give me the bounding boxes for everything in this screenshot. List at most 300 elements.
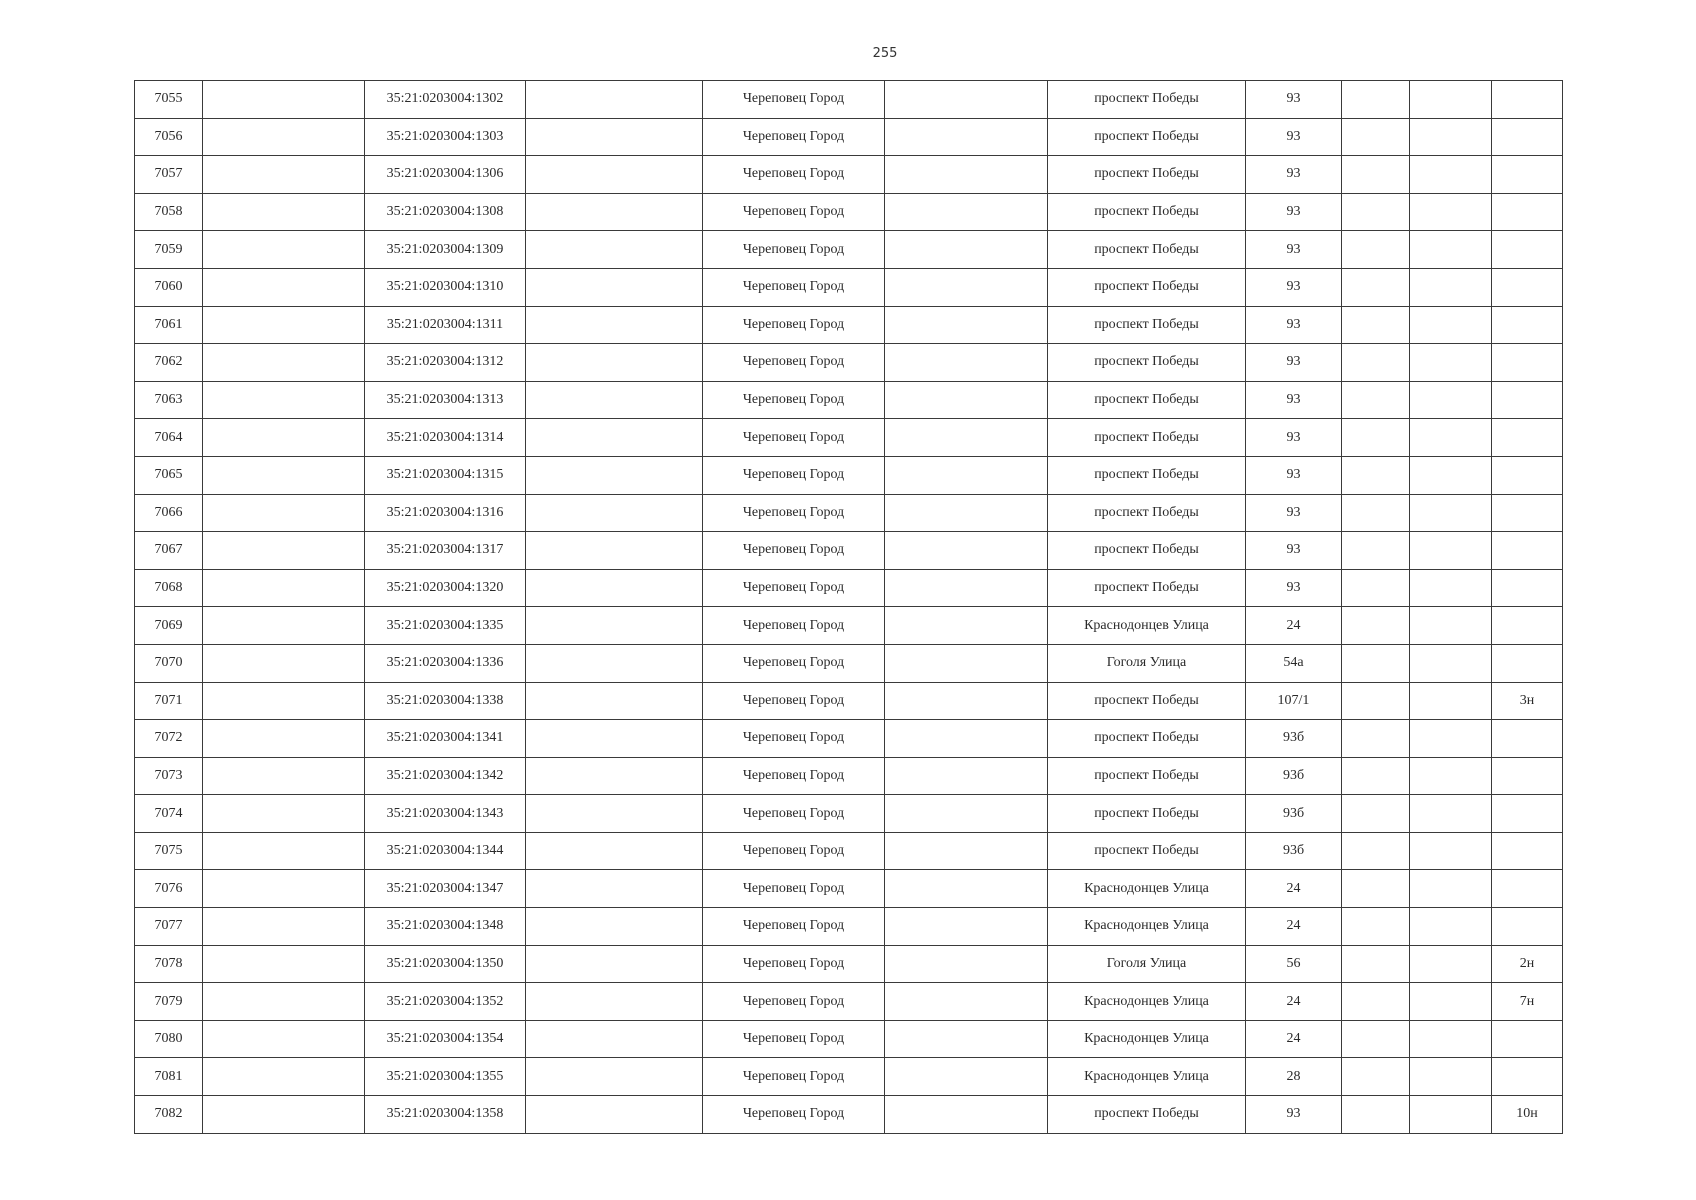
empty-cell [885,494,1048,532]
empty-cell [526,569,703,607]
empty-cell [203,945,365,983]
empty-cell [885,1096,1048,1134]
empty-cell [885,832,1048,870]
registry-table [134,80,1563,1134]
empty-cell [1410,231,1492,269]
house-number-cell: 24 [1246,870,1342,908]
empty-cell [885,1020,1048,1058]
table-row [135,532,1563,570]
street-cell: проспект Победы [1048,381,1246,419]
house-number-cell: 93 [1246,419,1342,457]
empty-cell [203,720,365,758]
empty-cell [526,945,703,983]
city-cell: Череповец Город [703,156,885,194]
empty-cell [1410,607,1492,645]
house-number-cell: 24 [1246,607,1342,645]
empty-cell [885,870,1048,908]
table-row [135,118,1563,156]
empty-cell [885,644,1048,682]
empty-cell [885,231,1048,269]
cadastral-number-cell: 35:21:0203004:1309 [365,231,526,269]
table-row [135,908,1563,946]
table-row [135,1096,1563,1134]
empty-cell [1342,118,1410,156]
empty-cell [1342,494,1410,532]
empty-cell [203,607,365,645]
empty-cell [203,870,365,908]
cadastral-number-cell: 35:21:0203004:1303 [365,118,526,156]
empty-cell [1342,983,1410,1021]
empty-cell [526,456,703,494]
city-cell: Череповец Город [703,532,885,570]
city-cell: Череповец Город [703,118,885,156]
empty-cell [885,532,1048,570]
empty-cell [1342,306,1410,344]
empty-cell [885,193,1048,231]
room-number-cell [1492,268,1563,306]
empty-cell [1342,456,1410,494]
empty-cell [885,156,1048,194]
empty-cell [526,81,703,119]
house-number-cell: 93 [1246,268,1342,306]
city-cell: Череповец Город [703,381,885,419]
city-cell: Череповец Город [703,607,885,645]
empty-cell [203,1096,365,1134]
row-number-cell: 7069 [135,607,203,645]
room-number-cell [1492,644,1563,682]
empty-cell [526,720,703,758]
room-number-cell [1492,456,1563,494]
table-row [135,720,1563,758]
room-number-cell [1492,118,1563,156]
empty-cell [203,456,365,494]
empty-cell [203,193,365,231]
empty-cell [885,456,1048,494]
empty-cell [1342,81,1410,119]
empty-cell [1342,795,1410,833]
empty-cell [1342,1020,1410,1058]
cadastral-number-cell: 35:21:0203004:1312 [365,344,526,382]
empty-cell [885,945,1048,983]
empty-cell [526,344,703,382]
table-row [135,1020,1563,1058]
empty-cell [203,419,365,457]
cadastral-number-cell: 35:21:0203004:1355 [365,1058,526,1096]
house-number-cell: 24 [1246,908,1342,946]
city-cell: Череповец Город [703,644,885,682]
empty-cell [526,231,703,269]
cadastral-number-cell: 35:21:0203004:1358 [365,1096,526,1134]
city-cell: Череповец Город [703,720,885,758]
empty-cell [526,381,703,419]
empty-cell [203,757,365,795]
cadastral-number-cell: 35:21:0203004:1335 [365,607,526,645]
room-number-cell [1492,1058,1563,1096]
empty-cell [1410,118,1492,156]
empty-cell [1342,1058,1410,1096]
city-cell: Череповец Город [703,193,885,231]
empty-cell [1410,795,1492,833]
empty-cell [885,268,1048,306]
city-cell: Череповец Город [703,908,885,946]
room-number-cell: 10н [1492,1096,1563,1134]
empty-cell [526,494,703,532]
street-cell: проспект Победы [1048,1096,1246,1134]
cadastral-number-cell: 35:21:0203004:1311 [365,306,526,344]
table-row [135,156,1563,194]
empty-cell [1410,268,1492,306]
table-row [135,193,1563,231]
street-cell: проспект Победы [1048,456,1246,494]
street-cell: Гоголя Улица [1048,644,1246,682]
empty-cell [203,644,365,682]
empty-cell [526,983,703,1021]
empty-cell [203,532,365,570]
street-cell: Гоголя Улица [1048,945,1246,983]
street-cell: проспект Победы [1048,268,1246,306]
table-row [135,381,1563,419]
house-number-cell: 56 [1246,945,1342,983]
row-number-cell: 7065 [135,456,203,494]
table-row [135,795,1563,833]
empty-cell [1410,1058,1492,1096]
cadastral-number-cell: 35:21:0203004:1310 [365,268,526,306]
empty-cell [885,757,1048,795]
table-row [135,456,1563,494]
row-number-cell: 7079 [135,983,203,1021]
city-cell: Череповец Город [703,945,885,983]
room-number-cell [1492,494,1563,532]
empty-cell [203,494,365,532]
room-number-cell [1492,757,1563,795]
empty-cell [526,870,703,908]
row-number-cell: 7067 [135,532,203,570]
street-cell: проспект Победы [1048,419,1246,457]
empty-cell [1410,344,1492,382]
empty-cell [885,908,1048,946]
table-row [135,983,1563,1021]
empty-cell [1410,945,1492,983]
city-cell: Череповец Город [703,494,885,532]
row-number-cell: 7055 [135,81,203,119]
empty-cell [526,193,703,231]
city-cell: Череповец Город [703,306,885,344]
table-row [135,419,1563,457]
row-number-cell: 7074 [135,795,203,833]
room-number-cell [1492,419,1563,457]
empty-cell [1342,757,1410,795]
house-number-cell: 54а [1246,644,1342,682]
row-number-cell: 7076 [135,870,203,908]
room-number-cell [1492,156,1563,194]
empty-cell [885,983,1048,1021]
cadastral-number-cell: 35:21:0203004:1342 [365,757,526,795]
empty-cell [1342,607,1410,645]
row-number-cell: 7057 [135,156,203,194]
empty-cell [1410,1020,1492,1058]
house-number-cell: 93 [1246,381,1342,419]
row-number-cell: 7058 [135,193,203,231]
empty-cell [526,532,703,570]
street-cell: проспект Победы [1048,81,1246,119]
city-cell: Череповец Город [703,983,885,1021]
street-cell: Краснодонцев Улица [1048,908,1246,946]
house-number-cell: 93 [1246,193,1342,231]
house-number-cell: 93 [1246,1096,1342,1134]
cadastral-number-cell: 35:21:0203004:1344 [365,832,526,870]
cadastral-number-cell: 35:21:0203004:1347 [365,870,526,908]
table-row [135,344,1563,382]
empty-cell [526,682,703,720]
cadastral-number-cell: 35:21:0203004:1308 [365,193,526,231]
empty-cell [526,908,703,946]
empty-cell [1410,381,1492,419]
house-number-cell: 93 [1246,532,1342,570]
empty-cell [203,231,365,269]
empty-cell [1342,908,1410,946]
empty-cell [1410,532,1492,570]
empty-cell [1410,1096,1492,1134]
empty-cell [885,1058,1048,1096]
table-row [135,870,1563,908]
empty-cell [526,118,703,156]
row-number-cell: 7068 [135,569,203,607]
city-cell: Череповец Город [703,81,885,119]
room-number-cell [1492,344,1563,382]
cadastral-number-cell: 35:21:0203004:1314 [365,419,526,457]
street-cell: проспект Победы [1048,118,1246,156]
cadastral-number-cell: 35:21:0203004:1313 [365,381,526,419]
table-row [135,757,1563,795]
room-number-cell: 3н [1492,682,1563,720]
row-number-cell: 7072 [135,720,203,758]
empty-cell [1410,156,1492,194]
room-number-cell: 2н [1492,945,1563,983]
empty-cell [1342,569,1410,607]
row-number-cell: 7063 [135,381,203,419]
row-number-cell: 7070 [135,644,203,682]
empty-cell [1342,682,1410,720]
house-number-cell: 93 [1246,344,1342,382]
empty-cell [526,156,703,194]
table-row [135,268,1563,306]
street-cell: проспект Победы [1048,720,1246,758]
street-cell: проспект Победы [1048,344,1246,382]
empty-cell [526,1020,703,1058]
house-number-cell: 93б [1246,720,1342,758]
row-number-cell: 7080 [135,1020,203,1058]
street-cell: проспект Победы [1048,494,1246,532]
row-number-cell: 7056 [135,118,203,156]
empty-cell [526,306,703,344]
empty-cell [1410,720,1492,758]
empty-cell [1342,419,1410,457]
street-cell: проспект Победы [1048,569,1246,607]
empty-cell [885,682,1048,720]
street-cell: Краснодонцев Улица [1048,983,1246,1021]
house-number-cell: 93 [1246,81,1342,119]
table-row [135,682,1563,720]
empty-cell [885,607,1048,645]
row-number-cell: 7075 [135,832,203,870]
empty-cell [885,569,1048,607]
house-number-cell: 93 [1246,306,1342,344]
empty-cell [885,306,1048,344]
street-cell: Краснодонцев Улица [1048,870,1246,908]
row-number-cell: 7066 [135,494,203,532]
row-number-cell: 7062 [135,344,203,382]
empty-cell [1342,268,1410,306]
house-number-cell: 93 [1246,118,1342,156]
cadastral-number-cell: 35:21:0203004:1317 [365,532,526,570]
house-number-cell: 93 [1246,156,1342,194]
room-number-cell [1492,607,1563,645]
empty-cell [885,795,1048,833]
street-cell: проспект Победы [1048,156,1246,194]
row-number-cell: 7060 [135,268,203,306]
empty-cell [1342,1096,1410,1134]
room-number-cell [1492,870,1563,908]
empty-cell [203,381,365,419]
empty-cell [1410,494,1492,532]
cadastral-number-cell: 35:21:0203004:1348 [365,908,526,946]
room-number-cell [1492,381,1563,419]
empty-cell [1410,870,1492,908]
street-cell: проспект Победы [1048,193,1246,231]
empty-cell [1410,193,1492,231]
house-number-cell: 93б [1246,832,1342,870]
city-cell: Череповец Город [703,231,885,269]
house-number-cell: 28 [1246,1058,1342,1096]
empty-cell [1410,419,1492,457]
empty-cell [526,419,703,457]
street-cell: проспект Победы [1048,306,1246,344]
city-cell: Череповец Город [703,757,885,795]
empty-cell [526,757,703,795]
empty-cell [203,118,365,156]
row-number-cell: 7059 [135,231,203,269]
empty-cell [1342,156,1410,194]
street-cell: проспект Победы [1048,757,1246,795]
empty-cell [203,682,365,720]
empty-cell [203,81,365,119]
table-row [135,569,1563,607]
empty-cell [1410,682,1492,720]
room-number-cell [1492,1020,1563,1058]
city-cell: Череповец Город [703,268,885,306]
empty-cell [1342,532,1410,570]
empty-cell [1410,644,1492,682]
empty-cell [1342,832,1410,870]
empty-cell [203,268,365,306]
empty-cell [1410,456,1492,494]
cadastral-number-cell: 35:21:0203004:1341 [365,720,526,758]
empty-cell [885,720,1048,758]
table-row [135,1058,1563,1096]
table-body [135,81,1563,1134]
empty-cell [1410,908,1492,946]
cadastral-number-cell: 35:21:0203004:1350 [365,945,526,983]
house-number-cell: 24 [1246,1020,1342,1058]
empty-cell [203,983,365,1021]
cadastral-number-cell: 35:21:0203004:1306 [365,156,526,194]
room-number-cell [1492,193,1563,231]
empty-cell [203,306,365,344]
empty-cell [885,344,1048,382]
empty-cell [203,156,365,194]
empty-cell [203,908,365,946]
room-number-cell [1492,795,1563,833]
empty-cell [203,569,365,607]
row-number-cell: 7064 [135,419,203,457]
city-cell: Череповец Город [703,419,885,457]
street-cell: Краснодонцев Улица [1048,1058,1246,1096]
empty-cell [1342,870,1410,908]
street-cell: проспект Победы [1048,682,1246,720]
cadastral-number-cell: 35:21:0203004:1338 [365,682,526,720]
room-number-cell [1492,832,1563,870]
empty-cell [203,795,365,833]
city-cell: Череповец Город [703,832,885,870]
table-row [135,494,1563,532]
row-number-cell: 7061 [135,306,203,344]
table-row [135,644,1563,682]
room-number-cell [1492,908,1563,946]
empty-cell [203,1020,365,1058]
cadastral-number-cell: 35:21:0203004:1343 [365,795,526,833]
house-number-cell: 93б [1246,757,1342,795]
room-number-cell [1492,720,1563,758]
room-number-cell [1492,306,1563,344]
empty-cell [526,268,703,306]
empty-cell [526,1096,703,1134]
empty-cell [1342,945,1410,983]
room-number-cell [1492,81,1563,119]
empty-cell [1342,644,1410,682]
empty-cell [1410,832,1492,870]
street-cell: проспект Победы [1048,795,1246,833]
empty-cell [203,1058,365,1096]
empty-cell [885,419,1048,457]
empty-cell [1410,306,1492,344]
house-number-cell: 107/1 [1246,682,1342,720]
street-cell: проспект Победы [1048,832,1246,870]
row-number-cell: 7071 [135,682,203,720]
house-number-cell: 93 [1246,456,1342,494]
empty-cell [885,381,1048,419]
page-number: 255 [872,46,898,61]
cadastral-number-cell: 35:21:0203004:1354 [365,1020,526,1058]
city-cell: Череповец Город [703,456,885,494]
house-number-cell: 93 [1246,231,1342,269]
empty-cell [526,795,703,833]
street-cell: Краснодонцев Улица [1048,607,1246,645]
room-number-cell: 7н [1492,983,1563,1021]
row-number-cell: 7078 [135,945,203,983]
table-row [135,832,1563,870]
empty-cell [1410,983,1492,1021]
city-cell: Череповец Город [703,344,885,382]
room-number-cell [1492,532,1563,570]
street-cell: проспект Победы [1048,532,1246,570]
cadastral-number-cell: 35:21:0203004:1302 [365,81,526,119]
empty-cell [526,607,703,645]
empty-cell [1342,720,1410,758]
house-number-cell: 93 [1246,494,1342,532]
row-number-cell: 7077 [135,908,203,946]
empty-cell [526,1058,703,1096]
house-number-cell: 24 [1246,983,1342,1021]
